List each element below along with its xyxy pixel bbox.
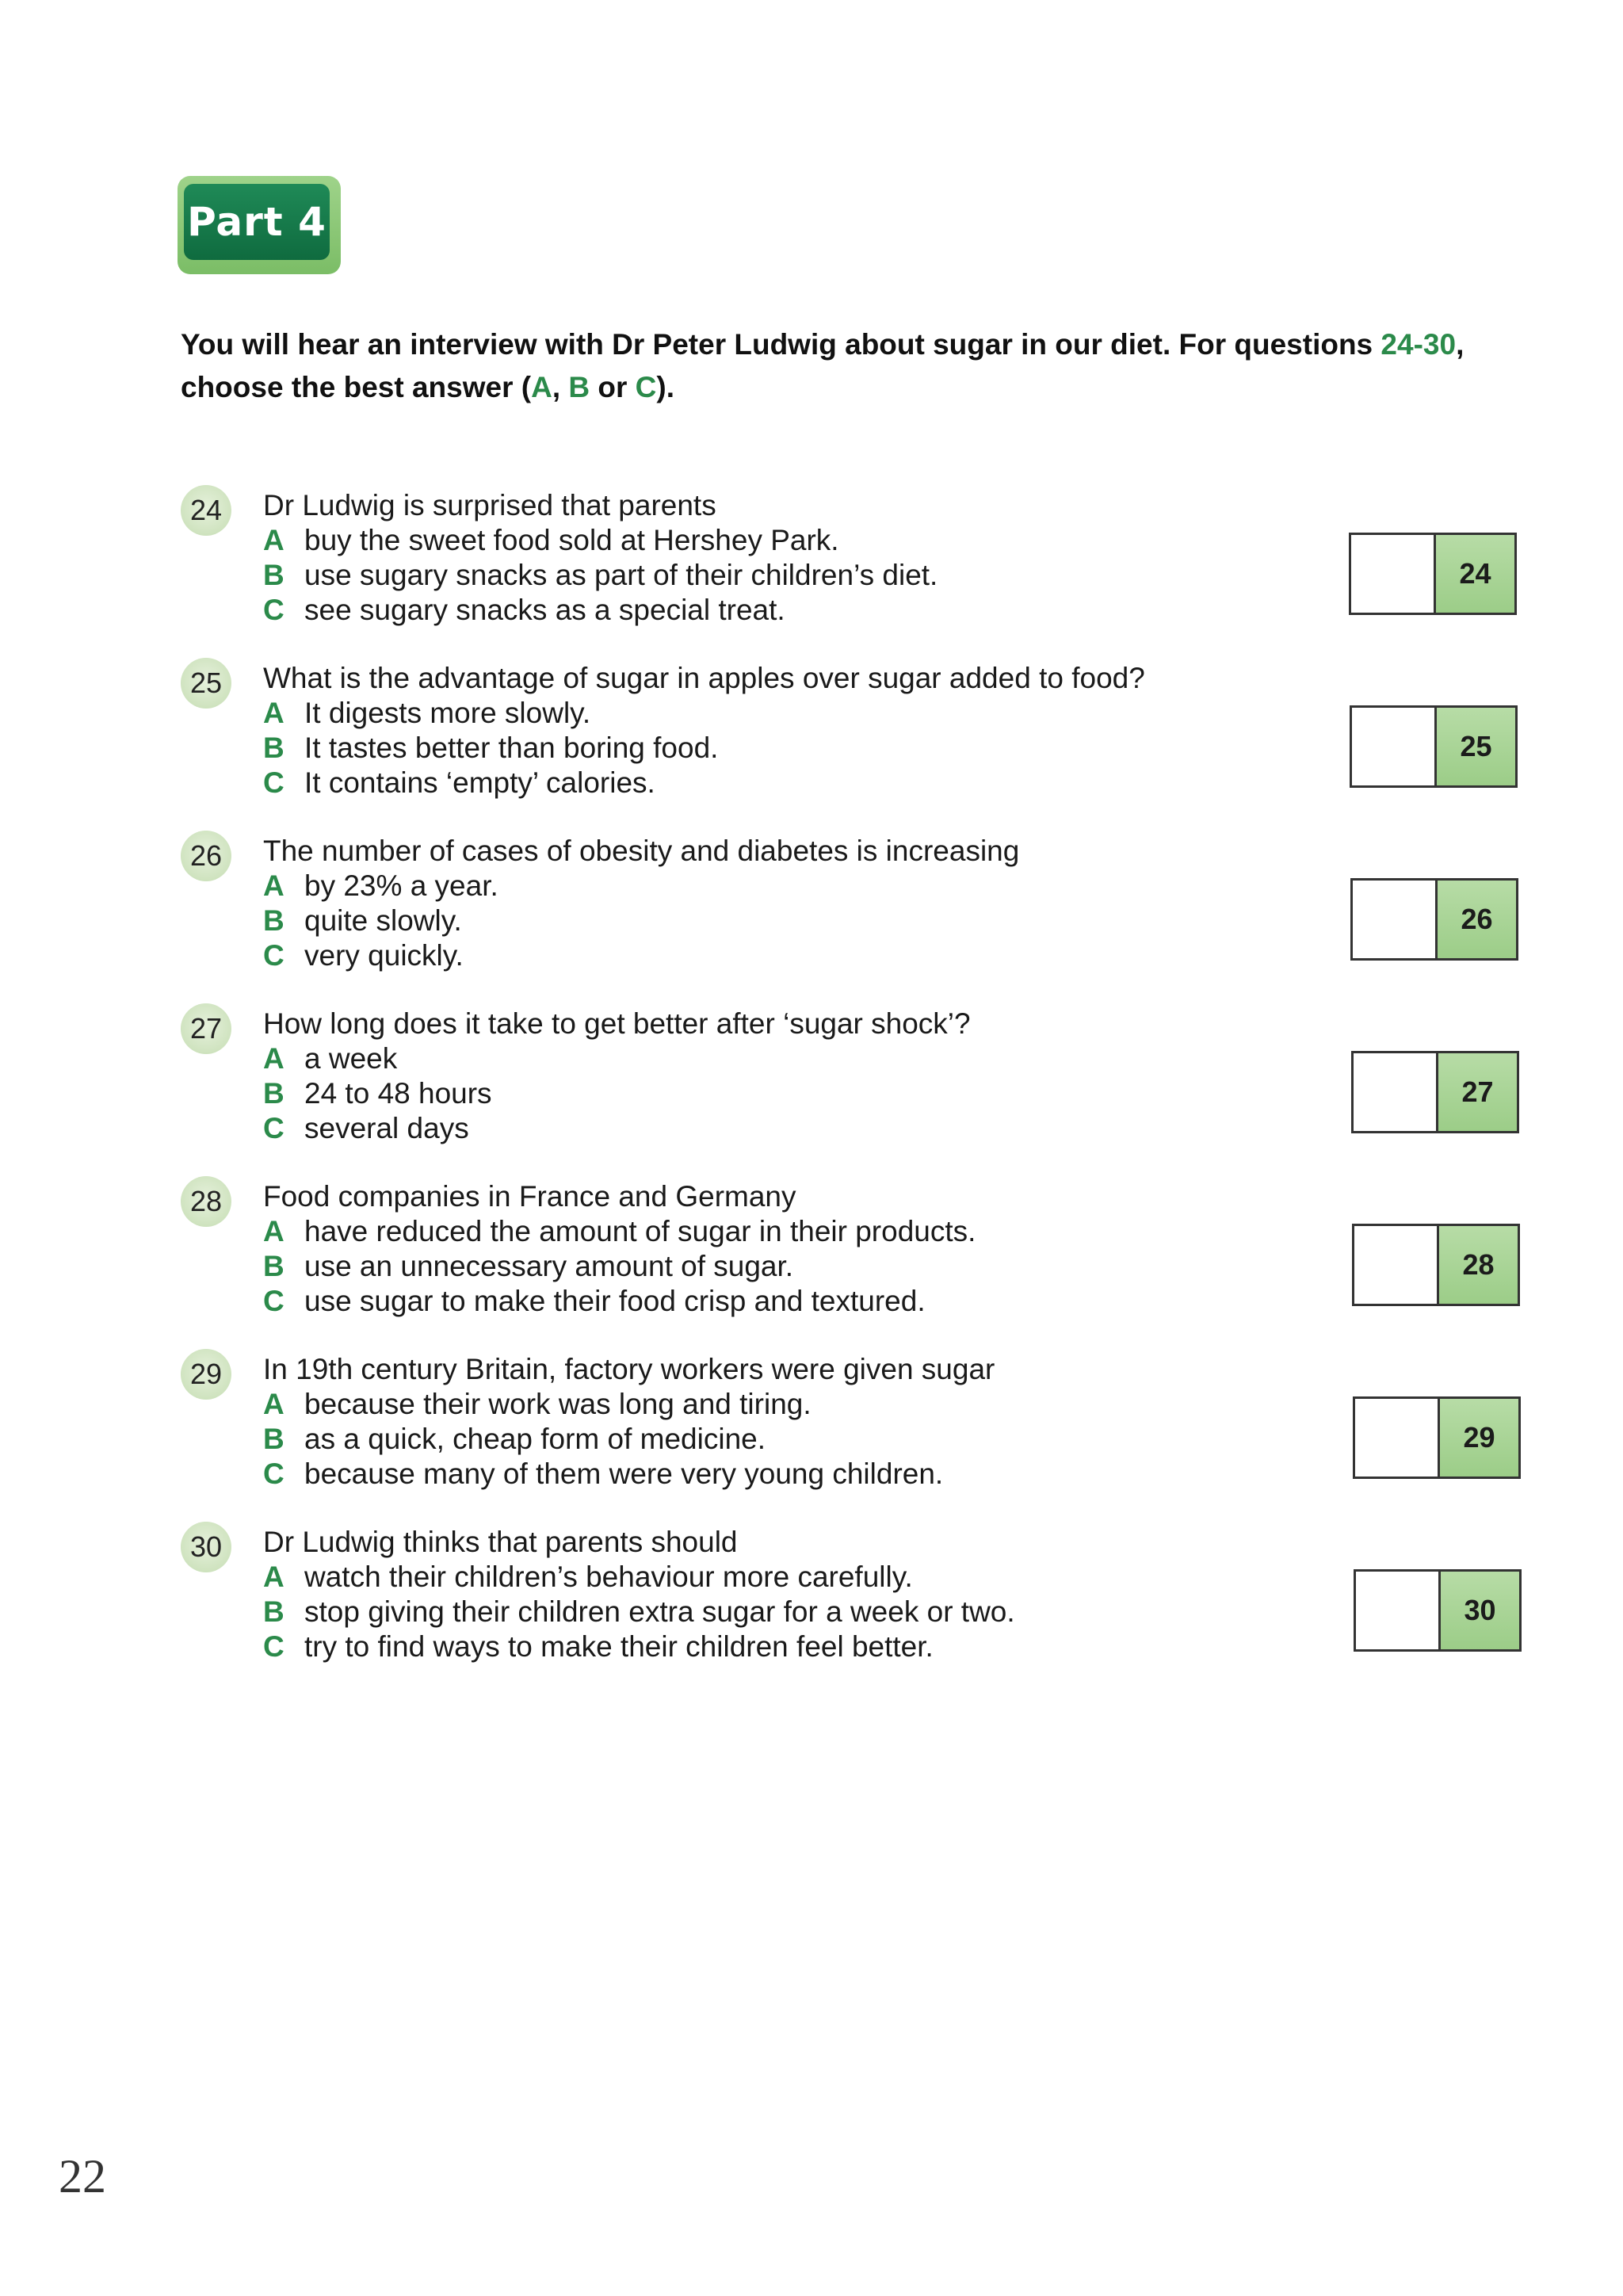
question-range: 24-30 [1381,328,1457,361]
answer-input[interactable] [1356,1572,1441,1649]
answer-box-number: 24 [1436,535,1514,613]
option-b[interactable] [263,1595,1015,1629]
option-a[interactable] [263,1214,976,1249]
answer-input[interactable] [1354,1226,1439,1304]
option-letter: C [263,766,285,799]
option-b-label: B [568,371,590,403]
question-28 [181,1176,1544,1335]
option-text: It digests more slowly. [304,697,591,729]
answer-input[interactable] [1353,881,1438,958]
answer-box-30[interactable] [1354,1569,1522,1652]
instructions [181,323,1528,409]
option-text: use an unnecessary amount of sugar. [304,1250,794,1282]
question-stem: Dr Ludwig is surprised that parents [263,489,716,521]
option-text: It contains ‘empty’ calories. [304,766,655,799]
answer-box-28[interactable] [1352,1224,1520,1306]
option-b[interactable] [263,1076,492,1111]
part-badge [178,176,341,274]
option-a[interactable] [263,1387,812,1422]
option-letter: A [263,869,285,902]
option-text: use sugar to make their food crisp and textured. [304,1285,926,1317]
option-letter: A [263,697,285,729]
answer-box-number: 29 [1440,1399,1518,1477]
option-c[interactable] [263,593,785,628]
option-c[interactable] [263,938,464,973]
option-text: by 23% a year. [304,869,498,902]
option-text: buy the sweet food sold at Hershey Park. [304,524,839,556]
option-b[interactable] [263,731,718,766]
option-text: as a quick, cheap form of medicine. [304,1423,766,1455]
answer-input[interactable] [1352,708,1437,785]
option-text: 24 to 48 hours [304,1077,492,1110]
option-text: It tastes better than boring food. [304,732,719,764]
option-letter: A [263,524,285,556]
question-25 [181,658,1544,816]
option-text: try to find ways to make their children feel better. [304,1630,934,1663]
answer-box-24[interactable] [1349,533,1517,615]
question-26 [181,831,1544,989]
option-b[interactable] [263,1249,793,1284]
option-letter: C [263,1457,285,1490]
option-a[interactable] [263,523,839,558]
option-letter: C [263,1630,285,1663]
question-number: 29 [181,1349,231,1400]
answer-input[interactable] [1351,535,1436,613]
option-text: stop giving their children extra sugar for a week or two. [304,1595,1015,1628]
option-a[interactable] [263,869,498,904]
option-b[interactable] [263,904,462,938]
answer-box-number: 26 [1438,881,1516,958]
question-29 [181,1349,1544,1507]
option-text: see sugary snacks as a special treat. [304,594,785,626]
question-stem: In 19th century Britain, factory workers were given sugar [263,1353,995,1385]
option-letter: C [263,939,285,972]
option-letter: A [263,1042,285,1075]
question-stem: Food companies in France and Germany [263,1180,796,1213]
option-text: a week [304,1042,398,1075]
option-text: very quickly. [304,939,464,972]
answer-box-number: 30 [1441,1572,1519,1649]
answer-box-29[interactable] [1353,1396,1521,1479]
option-a[interactable] [263,1560,913,1595]
option-c[interactable] [263,1111,469,1146]
option-c[interactable] [263,1629,934,1664]
question-stem: Dr Ludwig thinks that parents should [263,1526,738,1558]
option-letter: C [263,594,285,626]
option-c[interactable] [263,1284,926,1319]
option-b[interactable] [263,558,938,593]
option-letter: C [263,1285,285,1317]
answer-box-26[interactable] [1350,878,1518,961]
option-letter: B [263,1077,285,1110]
option-a[interactable] [263,696,590,731]
question-number: 25 [181,658,231,709]
separator: , [552,371,569,403]
instructions-text-3: ). [656,371,675,403]
option-a[interactable] [263,1041,397,1076]
option-c[interactable] [263,1457,943,1492]
option-letter: B [263,1250,285,1282]
option-text: several days [304,1112,469,1144]
question-number: 30 [181,1522,231,1572]
option-letter: B [263,559,285,591]
question-stem: How long does it take to get better after ‘sugar shock’? [263,1007,971,1040]
option-c[interactable] [263,766,655,800]
option-text: quite slowly. [304,904,462,937]
part-label: Part 4 [184,184,330,260]
option-letter: B [263,732,285,764]
option-letter: B [263,1423,285,1455]
answer-box-number: 25 [1437,708,1515,785]
option-text: watch their children’s behaviour more carefully. [304,1561,913,1593]
option-text: use sugary snacks as part of their children’s diet. [304,559,938,591]
question-27 [181,1003,1544,1162]
option-letter: B [263,904,285,937]
option-letter: A [263,1215,285,1247]
option-text: because their work was long and tiring. [304,1388,812,1420]
option-c-label: C [635,371,657,403]
instructions-text-2: , choose the best answer ( [181,328,1465,403]
answer-box-27[interactable] [1351,1051,1519,1133]
question-number: 26 [181,831,231,881]
answer-box-number: 27 [1438,1053,1517,1131]
question-stem: What is the advantage of sugar in apples over sugar added to food? [263,662,1145,694]
option-letter: A [263,1561,285,1593]
question-number: 27 [181,1003,231,1054]
option-text: because many of them were very young children. [304,1457,944,1490]
option-a-label: A [531,371,552,403]
question-stem: The number of cases of obesity and diabetes is increasing [263,835,1020,867]
question-24 [181,485,1544,644]
answer-input[interactable] [1354,1053,1438,1131]
option-letter: A [263,1388,285,1420]
question-30 [181,1522,1544,1680]
instructions-text-1: You will hear an interview with Dr Peter Ludwig about sugar in our diet. For questions [181,328,1381,361]
option-letter: C [263,1112,285,1144]
page-number: 22 [59,2150,106,2202]
separator: or [590,371,636,403]
answer-box-number: 28 [1439,1226,1518,1304]
question-number: 24 [181,485,231,536]
answer-box-25[interactable] [1350,705,1518,788]
option-text: have reduced the amount of sugar in their products. [304,1215,976,1247]
option-letter: B [263,1595,285,1628]
answer-input[interactable] [1355,1399,1440,1477]
option-b[interactable] [263,1422,766,1457]
question-number: 28 [181,1176,231,1227]
